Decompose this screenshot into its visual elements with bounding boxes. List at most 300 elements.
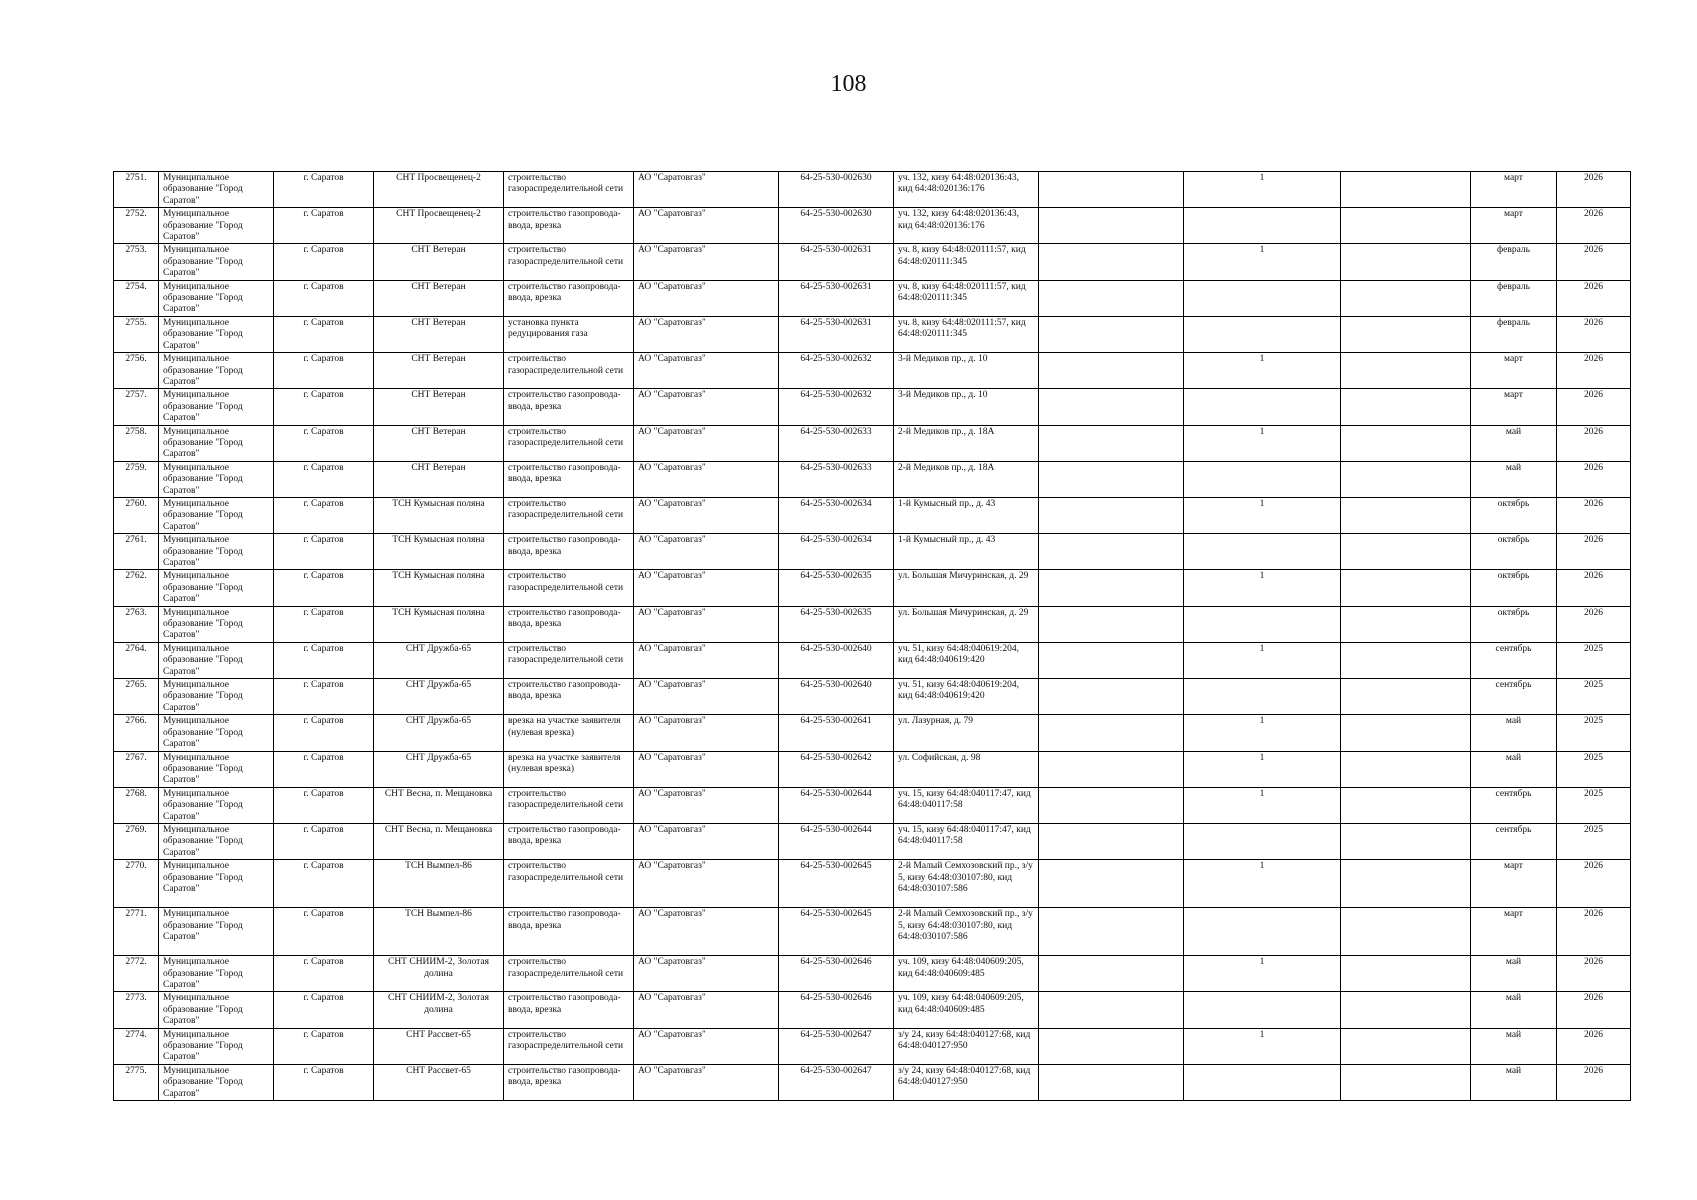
cell-year: 2026 bbox=[1557, 860, 1631, 908]
cell-quantity bbox=[1184, 389, 1341, 425]
cell-year: 2025 bbox=[1557, 823, 1631, 859]
cell-quantity bbox=[1184, 606, 1341, 642]
cell-empty bbox=[1039, 992, 1184, 1028]
cell-number: 2764. bbox=[114, 642, 159, 678]
cell-municipality: Муниципальное образование "Город Саратов" bbox=[159, 1028, 274, 1064]
cell-settlement: СНТ Ветеран bbox=[374, 353, 504, 389]
cell-organization: АО "Саратовгаз" bbox=[634, 244, 779, 280]
cell-year: 2026 bbox=[1557, 461, 1631, 497]
table-row bbox=[114, 860, 1631, 908]
cell-city: г. Саратов bbox=[274, 787, 374, 823]
cell-work-type: строительство газораспределительной сети bbox=[504, 172, 634, 208]
table-row bbox=[114, 956, 1631, 992]
cell-settlement: ТСН Вымпел-86 bbox=[374, 860, 504, 908]
cell-empty bbox=[1341, 280, 1471, 316]
cell-municipality: Муниципальное образование "Город Саратов" bbox=[159, 956, 274, 992]
cell-year: 2026 bbox=[1557, 1064, 1631, 1100]
cell-number: 2758. bbox=[114, 425, 159, 461]
cell-month: сентябрь bbox=[1471, 642, 1557, 678]
cell-number: 2772. bbox=[114, 956, 159, 992]
cell-address: 1-й Кумысный пр., д. 43 bbox=[894, 534, 1039, 570]
cell-empty bbox=[1039, 570, 1184, 606]
cell-address: ул. Лазурная, д. 79 bbox=[894, 715, 1039, 751]
cell-code: 64-25-530-002647 bbox=[779, 1064, 894, 1100]
cell-organization: АО "Саратовгаз" bbox=[634, 497, 779, 533]
cell-number: 2766. bbox=[114, 715, 159, 751]
cell-address: уч. 132, кизу 64:48:020136:43, кид 64:48:020136:176 bbox=[894, 172, 1039, 208]
table-row bbox=[114, 606, 1631, 642]
cell-month: март bbox=[1471, 172, 1557, 208]
table-row bbox=[114, 715, 1631, 751]
cell-month: май bbox=[1471, 461, 1557, 497]
cell-organization: АО "Саратовгаз" bbox=[634, 823, 779, 859]
cell-work-type: установка пункта редуцирования газа bbox=[504, 316, 634, 352]
cell-code: 64-25-530-002646 bbox=[779, 956, 894, 992]
cell-empty bbox=[1341, 908, 1471, 956]
cell-empty bbox=[1341, 751, 1471, 787]
cell-city: г. Саратов bbox=[274, 353, 374, 389]
cell-month: октябрь bbox=[1471, 570, 1557, 606]
cell-work-type: врезка на участке заявителя (нулевая врезка) bbox=[504, 715, 634, 751]
table-row bbox=[114, 244, 1631, 280]
cell-quantity: 1 bbox=[1184, 860, 1341, 908]
cell-work-type: строительство газораспределительной сети bbox=[504, 425, 634, 461]
table-row bbox=[114, 497, 1631, 533]
cell-organization: АО "Саратовгаз" bbox=[634, 642, 779, 678]
cell-municipality: Муниципальное образование "Город Саратов" bbox=[159, 751, 274, 787]
cell-municipality: Муниципальное образование "Город Саратов" bbox=[159, 244, 274, 280]
cell-year: 2025 bbox=[1557, 642, 1631, 678]
cell-organization: АО "Саратовгаз" bbox=[634, 172, 779, 208]
cell-empty bbox=[1341, 353, 1471, 389]
cell-organization: АО "Саратовгаз" bbox=[634, 208, 779, 244]
cell-empty bbox=[1039, 497, 1184, 533]
table-row bbox=[114, 992, 1631, 1028]
page-number: 108 bbox=[830, 71, 867, 97]
cell-municipality: Муниципальное образование "Город Саратов" bbox=[159, 823, 274, 859]
cell-address: 2-й Медиков пр., д. 18А bbox=[894, 461, 1039, 497]
table-row bbox=[114, 908, 1631, 956]
cell-organization: АО "Саратовгаз" bbox=[634, 1028, 779, 1064]
cell-organization: АО "Саратовгаз" bbox=[634, 679, 779, 715]
cell-address: 3-й Медиков пр., д. 10 bbox=[894, 389, 1039, 425]
cell-code: 64-25-530-002644 bbox=[779, 787, 894, 823]
cell-quantity: 1 bbox=[1184, 642, 1341, 678]
cell-address: 1-й Кумысный пр., д. 43 bbox=[894, 497, 1039, 533]
cell-month: март bbox=[1471, 389, 1557, 425]
cell-municipality: Муниципальное образование "Город Саратов" bbox=[159, 908, 274, 956]
cell-city: г. Саратов bbox=[274, 956, 374, 992]
cell-settlement: СНТ Просвещенец-2 bbox=[374, 172, 504, 208]
cell-number: 2760. bbox=[114, 497, 159, 533]
cell-number: 2754. bbox=[114, 280, 159, 316]
cell-organization: АО "Саратовгаз" bbox=[634, 1064, 779, 1100]
cell-address: уч. 51, кизу 64:48:040619:204, кид 64:48:040619:420 bbox=[894, 679, 1039, 715]
cell-settlement: СНТ Дружба-65 bbox=[374, 642, 504, 678]
cell-address: уч. 51, кизу 64:48:040619:204, кид 64:48:040619:420 bbox=[894, 642, 1039, 678]
cell-municipality: Муниципальное образование "Город Саратов" bbox=[159, 679, 274, 715]
cell-quantity bbox=[1184, 1064, 1341, 1100]
table-row bbox=[114, 534, 1631, 570]
cell-number: 2774. bbox=[114, 1028, 159, 1064]
cell-year: 2025 bbox=[1557, 715, 1631, 751]
cell-code: 64-25-530-002633 bbox=[779, 461, 894, 497]
cell-code: 64-25-530-002642 bbox=[779, 751, 894, 787]
table-row bbox=[114, 461, 1631, 497]
cell-empty bbox=[1341, 1064, 1471, 1100]
cell-municipality: Муниципальное образование "Город Саратов" bbox=[159, 534, 274, 570]
cell-quantity bbox=[1184, 534, 1341, 570]
cell-empty bbox=[1039, 1028, 1184, 1064]
cell-code: 64-25-530-002634 bbox=[779, 497, 894, 533]
cell-city: г. Саратов bbox=[274, 823, 374, 859]
cell-organization: АО "Саратовгаз" bbox=[634, 992, 779, 1028]
cell-code: 64-25-530-002646 bbox=[779, 992, 894, 1028]
cell-quantity bbox=[1184, 461, 1341, 497]
table-row bbox=[114, 1028, 1631, 1064]
cell-municipality: Муниципальное образование "Город Саратов" bbox=[159, 316, 274, 352]
cell-organization: АО "Саратовгаз" bbox=[634, 860, 779, 908]
cell-city: г. Саратов bbox=[274, 425, 374, 461]
cell-work-type: строительство газораспределительной сети bbox=[504, 860, 634, 908]
cell-code: 64-25-530-002631 bbox=[779, 316, 894, 352]
cell-city: г. Саратов bbox=[274, 908, 374, 956]
cell-year: 2026 bbox=[1557, 570, 1631, 606]
cell-code: 64-25-530-002645 bbox=[779, 860, 894, 908]
cell-empty bbox=[1039, 823, 1184, 859]
table-row bbox=[114, 208, 1631, 244]
cell-number: 2751. bbox=[114, 172, 159, 208]
cell-organization: АО "Саратовгаз" bbox=[634, 425, 779, 461]
cell-settlement: СНТ Рассвет-65 bbox=[374, 1028, 504, 1064]
table-row bbox=[114, 1064, 1631, 1100]
cell-empty bbox=[1039, 787, 1184, 823]
cell-organization: АО "Саратовгаз" bbox=[634, 353, 779, 389]
cell-code: 64-25-530-002630 bbox=[779, 172, 894, 208]
cell-settlement: СНТ Ветеран bbox=[374, 316, 504, 352]
table-row bbox=[114, 679, 1631, 715]
cell-year: 2026 bbox=[1557, 497, 1631, 533]
cell-municipality: Муниципальное образование "Город Саратов" bbox=[159, 1064, 274, 1100]
cell-address: уч. 15, кизу 64:48:040117:47, кид 64:48:040117:58 bbox=[894, 823, 1039, 859]
cell-quantity: 1 bbox=[1184, 1028, 1341, 1064]
cell-city: г. Саратов bbox=[274, 280, 374, 316]
cell-quantity: 1 bbox=[1184, 715, 1341, 751]
cell-work-type: строительство газопровода-ввода, врезка bbox=[504, 280, 634, 316]
table-row bbox=[114, 570, 1631, 606]
cell-city: г. Саратов bbox=[274, 389, 374, 425]
cell-empty bbox=[1039, 389, 1184, 425]
cell-municipality: Муниципальное образование "Город Саратов" bbox=[159, 389, 274, 425]
cell-settlement: СНТ Ветеран bbox=[374, 244, 504, 280]
cell-municipality: Муниципальное образование "Город Саратов" bbox=[159, 280, 274, 316]
cell-address: 2-й Малый Семхозовский пр., з/у 5, кизу 64:48:030107:80, кид 64:48:030107:586 bbox=[894, 860, 1039, 908]
cell-organization: АО "Саратовгаз" bbox=[634, 280, 779, 316]
cell-year: 2026 bbox=[1557, 1028, 1631, 1064]
table-row bbox=[114, 823, 1631, 859]
cell-month: сентябрь bbox=[1471, 787, 1557, 823]
cell-settlement: ТСН Кумысная поляна bbox=[374, 534, 504, 570]
cell-empty bbox=[1341, 172, 1471, 208]
cell-city: г. Саратов bbox=[274, 679, 374, 715]
cell-settlement: СНТ Ветеран bbox=[374, 280, 504, 316]
cell-work-type: строительство газораспределительной сети bbox=[504, 1028, 634, 1064]
cell-organization: АО "Саратовгаз" bbox=[634, 787, 779, 823]
cell-number: 2767. bbox=[114, 751, 159, 787]
cell-city: г. Саратов bbox=[274, 860, 374, 908]
cell-settlement: СНТ СНИИМ-2, Золотая долина bbox=[374, 992, 504, 1028]
cell-empty bbox=[1039, 208, 1184, 244]
table-row bbox=[114, 172, 1631, 208]
cell-city: г. Саратов bbox=[274, 497, 374, 533]
cell-work-type: строительство газопровода-ввода, врезка bbox=[504, 908, 634, 956]
cell-month: март bbox=[1471, 860, 1557, 908]
cell-organization: АО "Саратовгаз" bbox=[634, 606, 779, 642]
cell-quantity bbox=[1184, 908, 1341, 956]
cell-year: 2025 bbox=[1557, 787, 1631, 823]
table-row bbox=[114, 425, 1631, 461]
cell-work-type: врезка на участке заявителя (нулевая врезка) bbox=[504, 751, 634, 787]
cell-code: 64-25-530-002631 bbox=[779, 280, 894, 316]
cell-municipality: Муниципальное образование "Город Саратов" bbox=[159, 172, 274, 208]
cell-settlement: СНТ Рассвет-65 bbox=[374, 1064, 504, 1100]
cell-empty bbox=[1039, 353, 1184, 389]
cell-city: г. Саратов bbox=[274, 715, 374, 751]
cell-code: 64-25-530-002645 bbox=[779, 908, 894, 956]
cell-empty bbox=[1039, 316, 1184, 352]
table-row bbox=[114, 751, 1631, 787]
cell-empty bbox=[1039, 642, 1184, 678]
cell-city: г. Саратов bbox=[274, 751, 374, 787]
cell-quantity: 1 bbox=[1184, 425, 1341, 461]
cell-empty bbox=[1341, 389, 1471, 425]
cell-settlement: СНТ Ветеран bbox=[374, 425, 504, 461]
cell-month: март bbox=[1471, 353, 1557, 389]
cell-code: 64-25-530-002633 bbox=[779, 425, 894, 461]
cell-year: 2025 bbox=[1557, 751, 1631, 787]
cell-empty bbox=[1341, 570, 1471, 606]
cell-code: 64-25-530-002644 bbox=[779, 823, 894, 859]
table-row bbox=[114, 389, 1631, 425]
cell-municipality: Муниципальное образование "Город Саратов" bbox=[159, 787, 274, 823]
cell-number: 2763. bbox=[114, 606, 159, 642]
cell-city: г. Саратов bbox=[274, 461, 374, 497]
cell-empty bbox=[1341, 425, 1471, 461]
cell-work-type: строительство газопровода-ввода, врезка bbox=[504, 461, 634, 497]
cell-work-type: строительство газопровода-ввода, врезка bbox=[504, 208, 634, 244]
cell-month: май bbox=[1471, 956, 1557, 992]
cell-settlement: СНТ СНИИМ-2, Золотая долина bbox=[374, 956, 504, 992]
cell-empty bbox=[1039, 425, 1184, 461]
cell-month: октябрь bbox=[1471, 606, 1557, 642]
cell-quantity: 1 bbox=[1184, 172, 1341, 208]
cell-municipality: Муниципальное образование "Город Саратов" bbox=[159, 860, 274, 908]
cell-municipality: Муниципальное образование "Город Саратов" bbox=[159, 208, 274, 244]
cell-address: 2-й Медиков пр., д. 18А bbox=[894, 425, 1039, 461]
cell-municipality: Муниципальное образование "Город Саратов" bbox=[159, 570, 274, 606]
cell-work-type: строительство газопровода-ввода, врезка bbox=[504, 823, 634, 859]
cell-address: 2-й Малый Семхозовский пр., з/у 5, кизу 64:48:030107:80, кид 64:48:030107:586 bbox=[894, 908, 1039, 956]
cell-year: 2026 bbox=[1557, 534, 1631, 570]
cell-organization: АО "Саратовгаз" bbox=[634, 956, 779, 992]
cell-quantity bbox=[1184, 316, 1341, 352]
cell-address: уч. 8, кизу 64:48:020111:57, кид 64:48:020111:345 bbox=[894, 280, 1039, 316]
cell-work-type: строительство газораспределительной сети bbox=[504, 353, 634, 389]
cell-month: сентябрь bbox=[1471, 823, 1557, 859]
cell-work-type: строительство газораспределительной сети bbox=[504, 244, 634, 280]
cell-quantity: 1 bbox=[1184, 751, 1341, 787]
cell-quantity bbox=[1184, 208, 1341, 244]
cell-organization: АО "Саратовгаз" bbox=[634, 316, 779, 352]
cell-address: уч. 15, кизу 64:48:040117:47, кид 64:48:040117:58 bbox=[894, 787, 1039, 823]
cell-settlement: СНТ Дружба-65 bbox=[374, 679, 504, 715]
cell-settlement: СНТ Ветеран bbox=[374, 389, 504, 425]
cell-city: г. Саратов bbox=[274, 316, 374, 352]
cell-work-type: строительство газопровода-ввода, врезка bbox=[504, 606, 634, 642]
cell-code: 64-25-530-002641 bbox=[779, 715, 894, 751]
cell-address: ул. Большая Мичуринская, д. 29 bbox=[894, 570, 1039, 606]
cell-address: уч. 109, кизу 64:48:040609:205, кид 64:48:040609:485 bbox=[894, 956, 1039, 992]
cell-number: 2756. bbox=[114, 353, 159, 389]
table-row bbox=[114, 642, 1631, 678]
table-row bbox=[114, 316, 1631, 352]
cell-empty bbox=[1039, 606, 1184, 642]
cell-quantity: 1 bbox=[1184, 244, 1341, 280]
cell-quantity: 1 bbox=[1184, 956, 1341, 992]
cell-month: март bbox=[1471, 908, 1557, 956]
cell-municipality: Муниципальное образование "Город Саратов" bbox=[159, 715, 274, 751]
cell-year: 2026 bbox=[1557, 280, 1631, 316]
cell-month: май bbox=[1471, 425, 1557, 461]
cell-address: ул. Софийская, д. 98 bbox=[894, 751, 1039, 787]
cell-year: 2026 bbox=[1557, 172, 1631, 208]
table-row bbox=[114, 280, 1631, 316]
cell-month: октябрь bbox=[1471, 534, 1557, 570]
cell-city: г. Саратов bbox=[274, 992, 374, 1028]
cell-city: г. Саратов bbox=[274, 208, 374, 244]
cell-year: 2026 bbox=[1557, 244, 1631, 280]
cell-number: 2761. bbox=[114, 534, 159, 570]
cell-number: 2757. bbox=[114, 389, 159, 425]
cell-year: 2025 bbox=[1557, 679, 1631, 715]
cell-year: 2026 bbox=[1557, 353, 1631, 389]
cell-code: 64-25-530-002647 bbox=[779, 1028, 894, 1064]
cell-year: 2026 bbox=[1557, 389, 1631, 425]
cell-settlement: ТСН Вымпел-86 bbox=[374, 908, 504, 956]
cell-work-type: строительство газопровода-ввода, врезка bbox=[504, 679, 634, 715]
cell-municipality: Муниципальное образование "Город Саратов" bbox=[159, 425, 274, 461]
cell-settlement: СНТ Просвещенец-2 bbox=[374, 208, 504, 244]
cell-organization: АО "Саратовгаз" bbox=[634, 751, 779, 787]
cell-empty bbox=[1039, 461, 1184, 497]
cell-quantity bbox=[1184, 823, 1341, 859]
cell-city: г. Саратов bbox=[274, 570, 374, 606]
cell-month: февраль bbox=[1471, 316, 1557, 352]
cell-month: октябрь bbox=[1471, 497, 1557, 533]
cell-address: з/у 24, кизу 64:48:040127:68, кид 64:48:040127:950 bbox=[894, 1028, 1039, 1064]
cell-code: 64-25-530-002632 bbox=[779, 389, 894, 425]
cell-organization: АО "Саратовгаз" bbox=[634, 715, 779, 751]
cell-empty bbox=[1341, 244, 1471, 280]
cell-quantity: 1 bbox=[1184, 787, 1341, 823]
cell-organization: АО "Саратовгаз" bbox=[634, 908, 779, 956]
table-row bbox=[114, 787, 1631, 823]
cell-number: 2775. bbox=[114, 1064, 159, 1100]
cell-municipality: Муниципальное образование "Город Саратов" bbox=[159, 461, 274, 497]
cell-city: г. Саратов bbox=[274, 244, 374, 280]
cell-municipality: Муниципальное образование "Город Саратов" bbox=[159, 642, 274, 678]
cell-quantity: 1 bbox=[1184, 353, 1341, 389]
cell-settlement: СНТ Весна, п. Мещановка bbox=[374, 823, 504, 859]
cell-organization: АО "Саратовгаз" bbox=[634, 461, 779, 497]
cell-settlement: СНТ Дружба-65 bbox=[374, 751, 504, 787]
cell-month: май bbox=[1471, 992, 1557, 1028]
cell-organization: АО "Саратовгаз" bbox=[634, 534, 779, 570]
cell-quantity bbox=[1184, 992, 1341, 1028]
cell-empty bbox=[1341, 860, 1471, 908]
cell-year: 2026 bbox=[1557, 956, 1631, 992]
cell-organization: АО "Саратовгаз" bbox=[634, 570, 779, 606]
cell-year: 2026 bbox=[1557, 992, 1631, 1028]
cell-empty bbox=[1341, 534, 1471, 570]
cell-empty bbox=[1039, 715, 1184, 751]
cell-empty bbox=[1039, 172, 1184, 208]
cell-empty bbox=[1039, 280, 1184, 316]
cell-code: 64-25-530-002630 bbox=[779, 208, 894, 244]
cell-address: уч. 8, кизу 64:48:020111:57, кид 64:48:020111:345 bbox=[894, 244, 1039, 280]
cell-month: май bbox=[1471, 1028, 1557, 1064]
cell-number: 2752. bbox=[114, 208, 159, 244]
cell-empty bbox=[1341, 497, 1471, 533]
cell-empty bbox=[1039, 244, 1184, 280]
cell-settlement: СНТ Дружба-65 bbox=[374, 715, 504, 751]
cell-empty bbox=[1039, 908, 1184, 956]
cell-month: февраль bbox=[1471, 244, 1557, 280]
cell-empty bbox=[1039, 751, 1184, 787]
cell-number: 2759. bbox=[114, 461, 159, 497]
cell-city: г. Саратов bbox=[274, 606, 374, 642]
table-row bbox=[114, 353, 1631, 389]
cell-year: 2026 bbox=[1557, 208, 1631, 244]
cell-year: 2026 bbox=[1557, 316, 1631, 352]
cell-month: март bbox=[1471, 208, 1557, 244]
cell-number: 2755. bbox=[114, 316, 159, 352]
cell-empty bbox=[1341, 992, 1471, 1028]
cell-month: май bbox=[1471, 751, 1557, 787]
cell-number: 2762. bbox=[114, 570, 159, 606]
cell-municipality: Муниципальное образование "Город Саратов" bbox=[159, 497, 274, 533]
cell-municipality: Муниципальное образование "Город Саратов" bbox=[159, 353, 274, 389]
cell-empty bbox=[1341, 787, 1471, 823]
cell-address: 3-й Медиков пр., д. 10 bbox=[894, 353, 1039, 389]
cell-settlement: ТСН Кумысная поляна bbox=[374, 570, 504, 606]
cell-month: май bbox=[1471, 715, 1557, 751]
cell-month: февраль bbox=[1471, 280, 1557, 316]
cell-empty bbox=[1341, 606, 1471, 642]
cell-empty bbox=[1039, 534, 1184, 570]
cell-municipality: Муниципальное образование "Город Саратов" bbox=[159, 606, 274, 642]
cell-settlement: ТСН Кумысная поляна bbox=[374, 606, 504, 642]
cell-code: 64-25-530-002632 bbox=[779, 353, 894, 389]
cell-work-type: строительство газораспределительной сети bbox=[504, 787, 634, 823]
cell-city: г. Саратов bbox=[274, 1064, 374, 1100]
cell-empty bbox=[1341, 461, 1471, 497]
cell-quantity: 1 bbox=[1184, 570, 1341, 606]
cell-address: уч. 109, кизу 64:48:040609:205, кид 64:48:040609:485 bbox=[894, 992, 1039, 1028]
cell-year: 2026 bbox=[1557, 606, 1631, 642]
cell-organization: АО "Саратовгаз" bbox=[634, 389, 779, 425]
cell-settlement: СНТ Весна, п. Мещановка bbox=[374, 787, 504, 823]
